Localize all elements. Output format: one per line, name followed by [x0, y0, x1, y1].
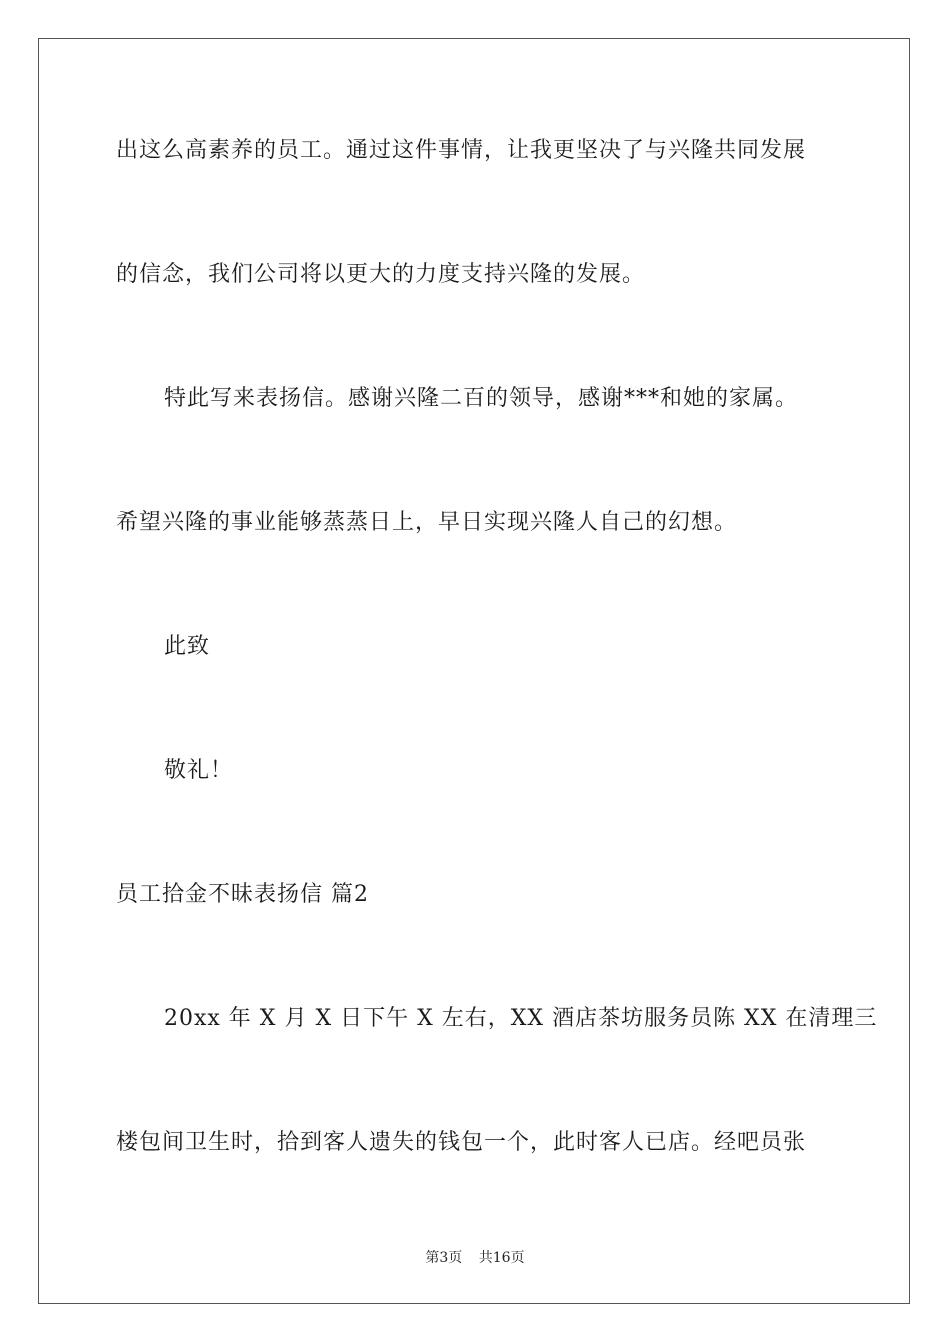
paragraph-line: 的信念，我们公司将以更大的力度支持兴隆的发展。: [116, 262, 646, 287]
paragraph-line: 希望兴隆的事业能够蒸蒸日上，早日实现兴隆人自己的幻想。: [116, 510, 738, 535]
paragraph-line: 20xx 年 X 月 X 日下午 X 左右，XX 酒店茶坊服务员陈 XX 在清理三: [164, 1006, 878, 1031]
page-footer: [0, 1248, 950, 1268]
paragraph-line: 特此写来表扬信。感谢兴隆二百的领导，感谢***和她的家属。: [164, 386, 799, 411]
closing-salutation: 此致: [164, 634, 211, 659]
page-number: 第3页: [425, 1250, 463, 1266]
page-total: 共16页: [478, 1250, 525, 1266]
paragraph-line: 出这么高素养的员工。通过这件事情，让我更坚决了与兴隆共同发展: [116, 138, 807, 163]
closing-regards: 敬礼！: [164, 758, 234, 783]
paragraph-line: 楼包间卫生时，拾到客人遗失的钱包一个，此时客人已店。经吧员张: [116, 1130, 807, 1155]
section-title: 员工拾金不昧表扬信 篇2: [116, 882, 369, 907]
page-border: [38, 38, 910, 1304]
